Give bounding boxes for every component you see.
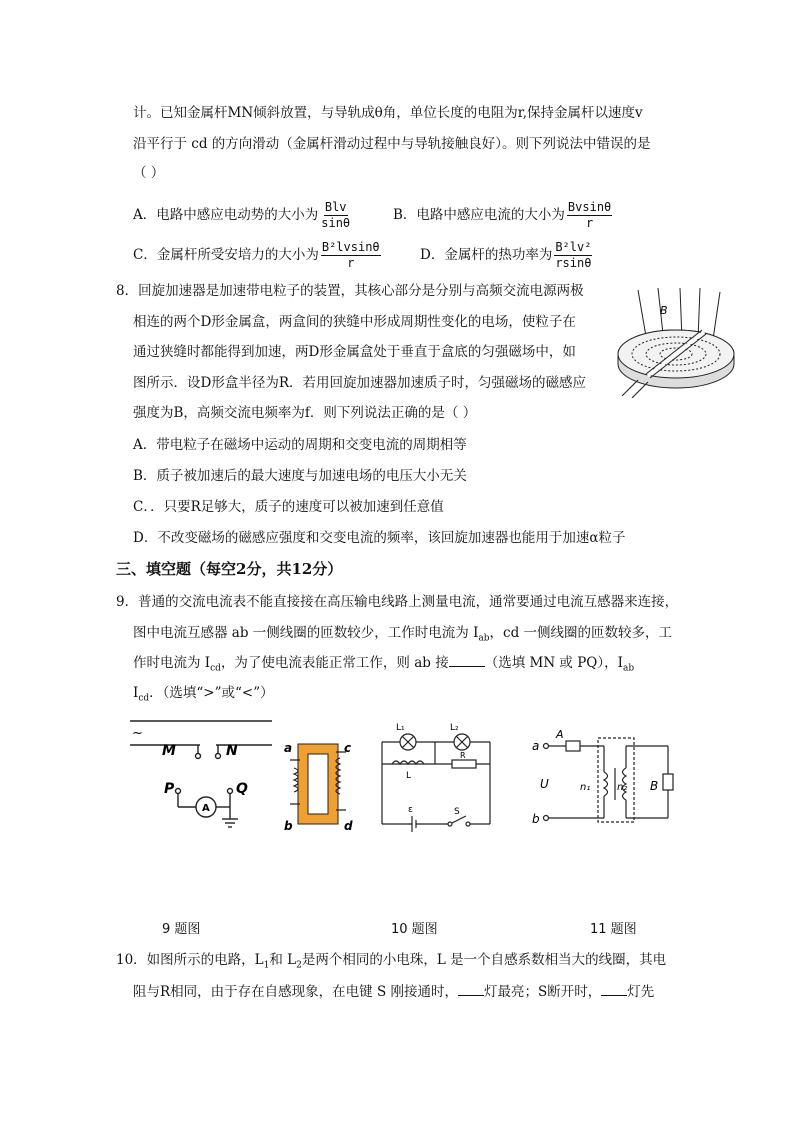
q9-line1: 9．普通的交流电流表不能直接接在高压输电线路上测量电流，通常要通过电流互感器来连接，: [116, 594, 679, 610]
fig9-n-label: N: [226, 743, 238, 759]
fig9-p-label: P: [164, 781, 175, 797]
section-heading: 三、填空题（每空2分，共12分）: [116, 560, 343, 578]
fig11-b-resistor-label: B: [650, 779, 659, 793]
q10-blank-1[interactable]: [458, 995, 484, 996]
q7-line3: （ ）: [133, 165, 165, 181]
fig11-b-label: b: [532, 812, 540, 826]
fig10-l-label: L: [406, 771, 412, 781]
q7-option-d: D．金属杆的热功率为 $\frac{\text{B²lv²}}{rsin\theta}$: [420, 240, 592, 270]
q8-line2: 相连的两个D形金属盒，两盒间的狭缝中形成周期性变化的电场，使粒子在: [133, 314, 576, 330]
caption-fig9: 9 题图: [162, 922, 201, 937]
fig10-r-label: R: [460, 751, 466, 760]
fig11-a-label: a: [532, 739, 540, 753]
q8-option-c: C．．只要R足够大，质子的速度可以被加速到任意值: [133, 499, 444, 515]
figure-9-transformer: [282, 740, 354, 832]
fig9b-d-label: d: [344, 819, 353, 832]
fig9-tilde-label: ~: [132, 726, 143, 741]
q9-blank-1[interactable]: [449, 666, 485, 667]
fig10-l2-label: L₂: [450, 723, 459, 733]
q8-option-a: A．带电粒子在磁场中运动的周期和交变电流的周期相等: [133, 437, 467, 453]
fig11-a-ammeter-label: A: [556, 728, 564, 741]
fig9b-b-label: b: [284, 819, 293, 832]
fig9b-c-label: c: [344, 741, 352, 755]
fig10-l1-label: L₁: [396, 723, 405, 733]
q8-option-b: B．质子被加速后的最大速度与加速电场的电压大小无关: [133, 468, 467, 484]
fig9b-a-label: a: [284, 741, 293, 755]
q8-option-d: D．不改变磁场的磁感应强度和交变电流的频率，该回旋加速器也能用于加速α粒子: [133, 530, 626, 546]
q7-line1: 计。已知金属杆MN倾斜放置，与导轨成θ角，单位长度的电阻为r,保持金属杆以速度v: [133, 105, 643, 121]
caption-fig10: 10 题图: [391, 922, 438, 937]
cyclotron-figure: [608, 288, 744, 398]
q8-line4: 图所示．设D形盒半径为R．若用回旋加速器加速质子时，匀强磁场的磁感应: [133, 375, 586, 391]
q10-blank-2[interactable]: [601, 995, 627, 996]
fig9-q-label: Q: [236, 781, 248, 797]
q10-line2: 阻与R相同，由于存在自感现象，在电键 S 刚接通时， 灯最亮；S断开时， 灯先: [133, 984, 655, 1000]
figure-9-circuit: [126, 715, 281, 830]
q7-option-a: A．电路中感应电动势的大小为 $\frac{\text{Blv}}{\sin\theta}$: [133, 200, 351, 230]
q8-line1: 8．回旋加速器是加速带电粒子的装置，其核心部分是分别与高频交流电源两极: [116, 283, 584, 299]
ammeter-label: A: [202, 803, 210, 814]
cyclotron-b-label: B: [660, 304, 668, 317]
fig9-m-label: M: [162, 743, 176, 759]
q9-line2: 图中电流互感器 ab 一侧线圈的匝数较少，工作时电流为 $I_{ab}$，cd 一侧线圈的匝数较多，工: [133, 625, 673, 644]
fig11-u-label: U: [540, 777, 549, 791]
fig11-n1-label: n₁: [580, 782, 591, 793]
fig10-e-label: ε: [408, 805, 413, 815]
q7-line2: 沿平行于 cd 的方向滑动（金属杆滑动过程中与导轨接触良好）。则下列说法中错误的是: [133, 136, 651, 152]
q8-line5: 强度为B，高频交流电频率为f．则下列说法正确的是（ ）: [133, 405, 477, 421]
figure-11-circuit: [530, 728, 680, 828]
figure-10-circuit: [378, 720, 496, 840]
caption-fig11: 11 题图: [590, 922, 637, 937]
q10-line1: 10．如图所示的电路，$L_1$和 $L_2$是两个相同的小电珠，L 是一个自感系数相当大的线圈，其电: [116, 952, 667, 971]
q8-line3: 通过狭缝时都能得到加速，两D形金属盒处于垂直于盒底的匀强磁场中，如: [133, 344, 576, 360]
fig10-s-label: S: [454, 807, 460, 817]
q9-line4: $I_{cd}$．（选填“>”或“<”）: [133, 685, 274, 704]
q9-line3: 作时电流为 $I_{cd}$，为了使电流表能正常工作，则 ab 接 （选填 MN 或 PQ），$I_{ab}$: [133, 655, 635, 674]
q7-option-c: C．金属杆所受安培力的大小为 $\frac{\text{B²lvsinθ}}{r}$: [133, 240, 380, 270]
fig11-n2-label: n₂: [617, 782, 628, 793]
q7-option-b: B．电路中感应电流的大小为 $\frac{Bvsin\theta}{r}$: [393, 200, 612, 230]
